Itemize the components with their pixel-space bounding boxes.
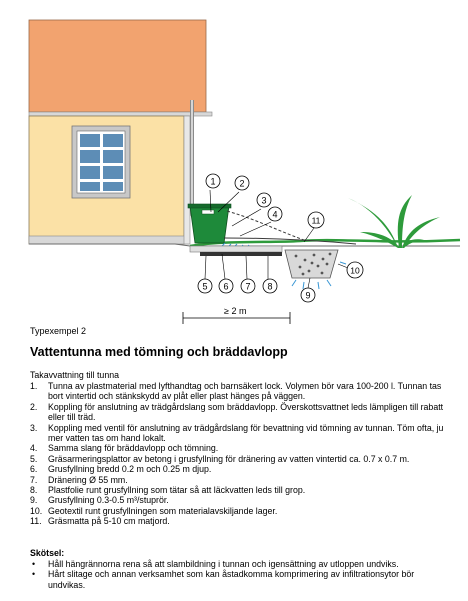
eave — [29, 112, 212, 116]
list-item — [30, 423, 450, 444]
callout-8 — [263, 279, 277, 293]
item-text: Grusfyllning 0.3-0.5 m³/stuprör. — [48, 495, 169, 506]
item-number: 8. — [30, 485, 38, 496]
bullet-icon: • — [32, 569, 36, 580]
item-text: Tunna av plastmaterial med lyfthandtag och barnsäkert lock. Volymen bör vara 100-200 l. Tunnan tas bort vintertid och stänkskydd av plåt eller plast hänges på väggen. — [48, 381, 442, 402]
window — [72, 126, 130, 198]
item-text: Dränering Ø 55 mm. — [48, 474, 128, 485]
svg-text:3: 3 — [261, 195, 267, 206]
svg-text:11: 11 — [311, 215, 321, 226]
care-list — [30, 559, 450, 590]
item-text: Plastfolie runt grusfyllning som tätar så att läckvatten leds till grop. — [48, 485, 306, 496]
item-text: Grusfyllning bredd 0.2 m och 0.25 m djup. — [48, 464, 212, 475]
component-list — [30, 381, 450, 527]
list-item — [30, 559, 450, 569]
downspout — [192, 100, 205, 218]
list-item — [30, 454, 450, 464]
list-item — [30, 443, 450, 453]
callout-9 — [301, 288, 315, 302]
wall-edge — [184, 116, 190, 244]
item-number: 3. — [30, 422, 38, 433]
svg-text:5: 5 — [202, 281, 208, 292]
callout-6 — [219, 279, 233, 293]
list-item — [30, 495, 450, 505]
item-number: 10. — [30, 505, 43, 516]
callout-2 — [235, 176, 249, 190]
item-number: 9. — [30, 495, 38, 506]
callout-11 — [308, 212, 324, 228]
intro-text: Takavvattning till tunna — [30, 370, 119, 380]
svg-text:7: 7 — [245, 281, 251, 292]
list-item — [30, 475, 450, 485]
list-item — [30, 516, 450, 526]
item-number: 5. — [30, 453, 38, 464]
item-text: Hårt slitage och annan verksamhet som kan åstadkomma komprimering av infiltrationsytor bör undvikas. — [48, 569, 415, 590]
item-text: Gräsarmeringsplattor av betong i grusfyllning för dränering av vatten vintertid ca. 0.7 x 0.7 m. — [48, 453, 410, 464]
list-item — [30, 506, 450, 516]
svg-text:10: 10 — [350, 265, 360, 276]
list-item — [30, 381, 450, 402]
list-item — [30, 569, 450, 590]
item-text: Gräsmatta på 5-10 cm matjord. — [48, 516, 170, 527]
item-text: Koppling för anslutning av trädgårdslang som bräddavlopp. Överskottsvattnet leds lämpligen till rabatt eller till träd. — [48, 401, 444, 423]
foundation — [29, 236, 189, 244]
item-text: Håll hängrännorna rena så att slambildning i tunnan och igensättning av utloppen undviks. — [48, 559, 399, 569]
item-text: Koppling med ventil för anslutning av trädgårdslang för bevattning vid tömning av tunnan. Töm ofta, ju mer vatten tas om hand lokalt. — [48, 422, 444, 444]
svg-text:1: 1 — [210, 176, 216, 187]
item-number: 4. — [30, 443, 38, 454]
page-title: Vattentunna med tömning och bräddavlopp — [30, 345, 288, 359]
callout-4 — [268, 207, 282, 221]
bullet-icon: • — [32, 559, 36, 569]
dimension-label: ≥ 2 m — [224, 306, 247, 316]
overflow-hose — [227, 211, 304, 240]
item-number: 1. — [30, 381, 38, 391]
item-number: 11. — [30, 516, 42, 527]
care-heading: Skötsel: — [30, 548, 65, 558]
svg-text:9: 9 — [305, 290, 311, 301]
list-item — [30, 464, 450, 474]
list-item — [30, 402, 450, 423]
type-label: Typexempel 2 — [30, 326, 87, 336]
item-text: Samma slang för bräddavlopp och tömning. — [48, 443, 219, 454]
svg-text:2: 2 — [239, 178, 245, 189]
list-item — [30, 485, 450, 495]
svg-text:6: 6 — [223, 281, 229, 292]
item-number: 6. — [30, 464, 38, 475]
item-number: 7. — [30, 474, 38, 485]
callout-10 — [347, 262, 363, 278]
gravel-pit — [285, 250, 346, 289]
drain-pipe — [200, 252, 282, 256]
rain-barrel — [188, 204, 231, 243]
item-text: Geotextil runt grusfyllningen som materialavskiljande lager. — [48, 505, 278, 516]
callout-7 — [241, 279, 255, 293]
callout-3 — [257, 193, 271, 207]
item-number: 2. — [30, 401, 38, 412]
callout-1 — [206, 174, 220, 188]
roof — [29, 20, 206, 112]
svg-text:8: 8 — [267, 281, 273, 292]
svg-text:4: 4 — [272, 209, 278, 220]
callout-5 — [198, 279, 212, 293]
grass-paver — [190, 246, 282, 252]
